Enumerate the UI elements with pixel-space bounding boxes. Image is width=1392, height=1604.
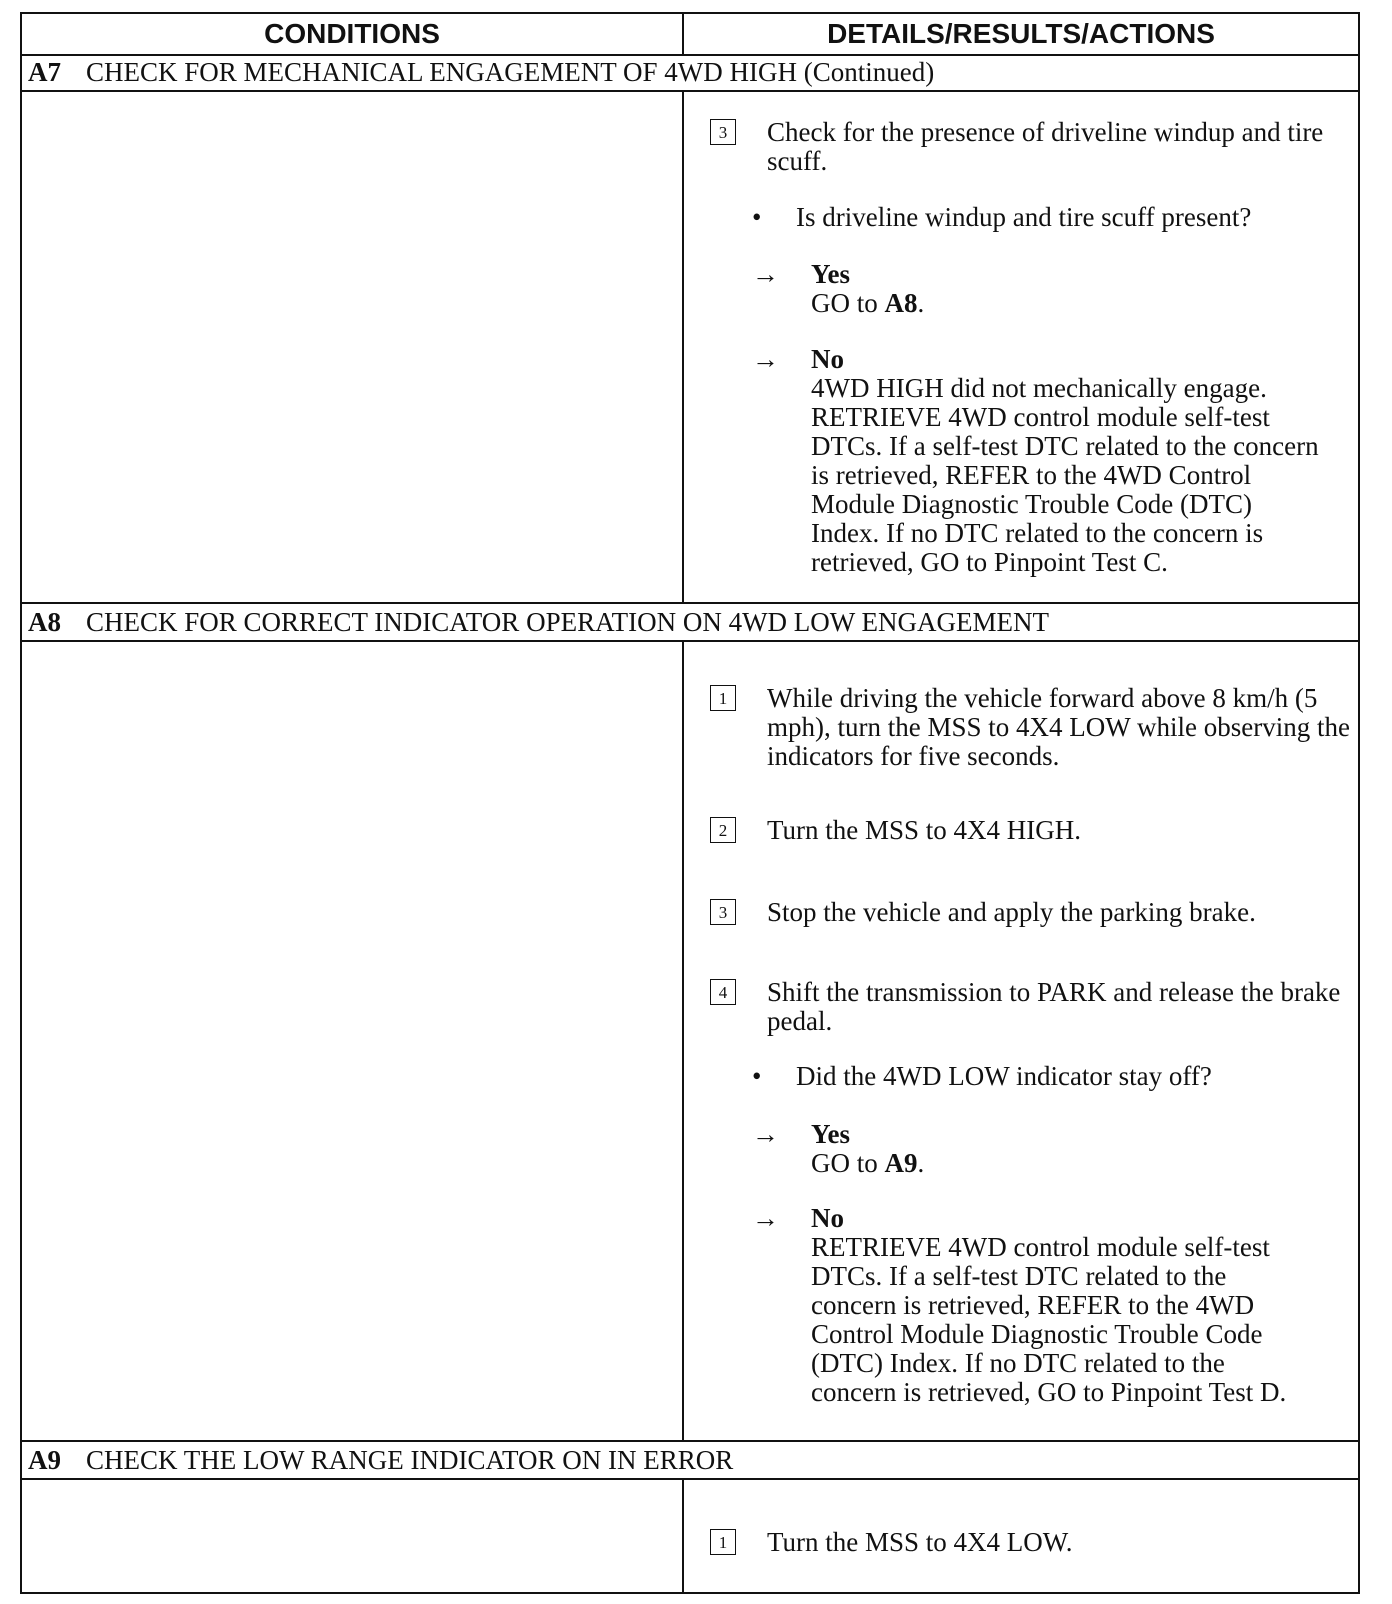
no-action: 4WD HIGH did not mechanically engage. RETRIEVE 4WD control module self-test DTCs. If a self-test DTC related to the concern is retrieved, REFER to the 4WD Control Module Diagnostic Trouble Code (DTC) Index. If no DTC related to the concern is retrieved, GO to Pinpoint Test C. (811, 373, 1319, 577)
step (710, 118, 1360, 176)
step-number-box: 2 (710, 817, 736, 843)
goto-target-link[interactable]: A9 (884, 1148, 918, 1178)
question-item (752, 203, 1251, 232)
bullet-icon: • (752, 202, 762, 232)
section-id: A7 (28, 57, 61, 87)
arrow-right-icon: → (752, 1203, 779, 1233)
step (710, 978, 1360, 1036)
arrow-right-icon: → (752, 1119, 779, 1149)
answer-yes (752, 1120, 1342, 1178)
section-a8-content (22, 642, 1358, 1440)
no-label: No (811, 344, 844, 374)
step-text: Shift the transmission to PARK and release the brake pedal. (767, 977, 1341, 1036)
step (710, 816, 1360, 845)
question-item (752, 1062, 1212, 1091)
answer-no (752, 1204, 1342, 1407)
step-number-box: 3 (710, 119, 736, 145)
step-text: Check for the presence of driveline windup and tire scuff. (767, 117, 1324, 176)
yes-label: Yes (811, 259, 850, 289)
no-action: RETRIEVE 4WD control module self-test DTCs. If a self-test DTC related to the concern is retrieved, REFER to the 4WD Control Module Diagnostic Trouble Code (DTC) Index. If no DTC related to the concern is retrieved, GO to Pinpoint Test D. (811, 1232, 1287, 1407)
section-title: CHECK FOR MECHANICAL ENGAGEMENT OF 4WD HIGH (Continued) (86, 57, 935, 87)
step-text: While driving the vehicle forward above 8 km/h (5 mph), turn the MSS to 4X4 LOW while observing the indicators for five seconds. (767, 683, 1350, 771)
step-number-box: 1 (710, 685, 736, 711)
section-id: A8 (28, 607, 61, 637)
procedure-table (20, 12, 1360, 1594)
answer-yes (752, 260, 1342, 318)
step-number-box: 1 (710, 1529, 736, 1555)
question-text: Did the 4WD LOW indicator stay off? (796, 1061, 1212, 1091)
step-text: Turn the MSS to 4X4 HIGH. (767, 815, 1082, 845)
step-text: Turn the MSS to 4X4 LOW. (767, 1527, 1073, 1557)
table-header (22, 14, 1358, 56)
section-a9-title (22, 1440, 1358, 1480)
section-a8-title (22, 602, 1358, 642)
section-id: A9 (28, 1445, 61, 1475)
step (710, 684, 1360, 771)
arrow-right-icon: → (752, 259, 779, 289)
conditions-header: CONDITIONS (264, 18, 440, 49)
step-number-box: 3 (710, 899, 736, 925)
goto-target-link[interactable]: A8 (884, 288, 918, 318)
section-a7-content (22, 92, 1358, 602)
step (710, 898, 1360, 927)
arrow-right-icon: → (752, 344, 779, 374)
section-title: CHECK THE LOW RANGE INDICATOR ON IN ERROR (86, 1445, 734, 1475)
no-label: No (811, 1203, 844, 1233)
answer-no (752, 345, 1342, 577)
yes-action: GO to A8. (811, 288, 925, 318)
step (710, 1528, 1360, 1557)
yes-label: Yes (811, 1119, 850, 1149)
bullet-icon: • (752, 1061, 762, 1091)
step-text: Stop the vehicle and apply the parking brake. (767, 897, 1256, 927)
section-a9-content (22, 1480, 1358, 1592)
section-a7-title (22, 54, 1358, 92)
step-number-box: 4 (710, 979, 736, 1005)
details-header: DETAILS/RESULTS/ACTIONS (682, 14, 1358, 54)
section-title: CHECK FOR CORRECT INDICATOR OPERATION ON 4WD LOW ENGAGEMENT (86, 607, 1050, 637)
yes-action: GO to A9. (811, 1148, 925, 1178)
question-text: Is driveline windup and tire scuff present? (796, 202, 1252, 232)
